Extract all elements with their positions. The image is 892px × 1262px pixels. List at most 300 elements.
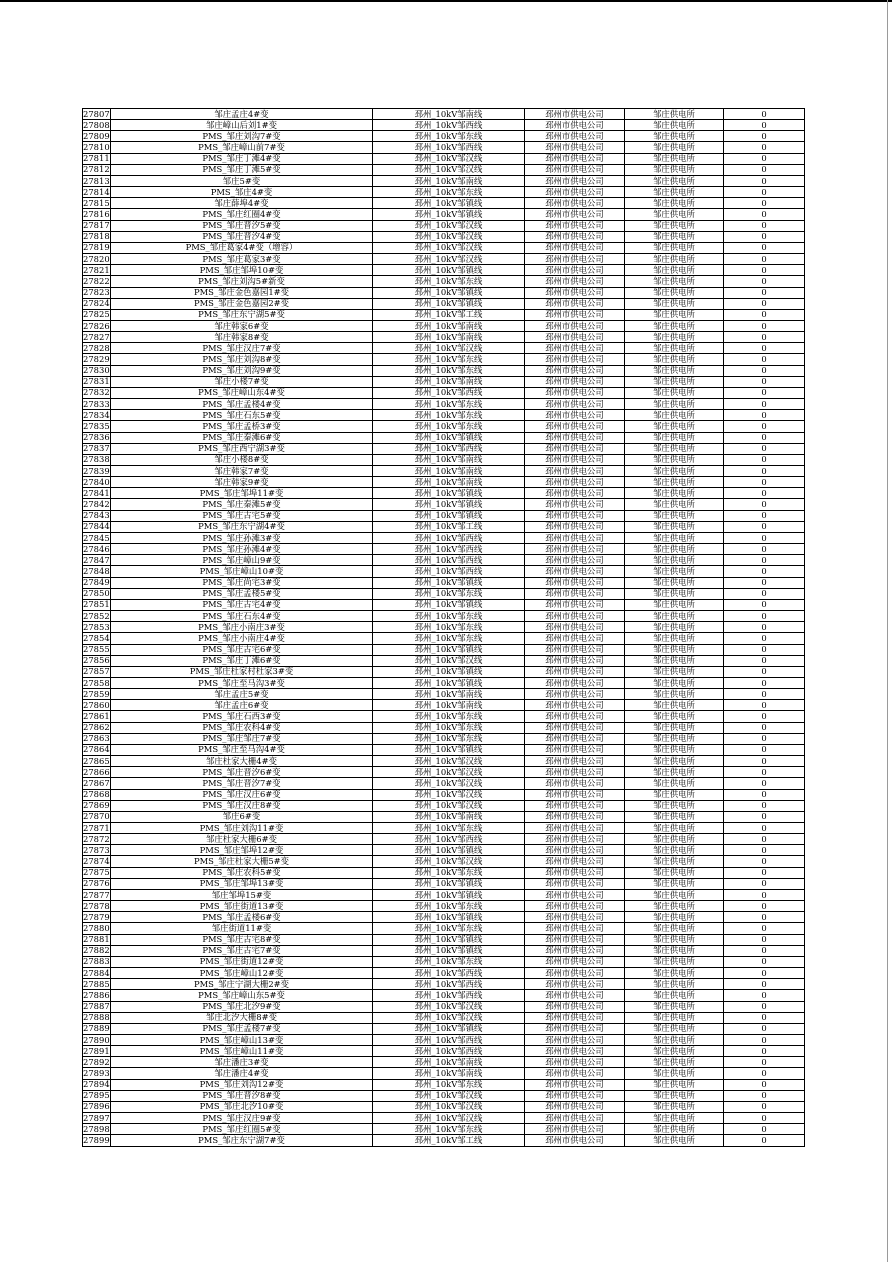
supply-station-cell: 邹庄供电所 xyxy=(625,510,724,521)
row-id-cell: 27807 xyxy=(83,108,110,119)
value-cell: 0 xyxy=(724,789,805,800)
value-cell: 0 xyxy=(724,309,805,320)
supply-station-cell: 邹庄供电所 xyxy=(625,131,724,142)
company-cell: 邳州市供电公司 xyxy=(525,354,625,365)
feeder-line-cell: 邳州_10kV邹镇线 xyxy=(373,432,525,443)
company-cell: 邳州市供电公司 xyxy=(525,164,625,175)
table-row xyxy=(83,1124,805,1135)
value-cell: 0 xyxy=(724,187,805,198)
value-cell: 0 xyxy=(724,711,805,722)
company-cell: 邳州市供电公司 xyxy=(525,120,625,131)
company-cell: 邳州市供电公司 xyxy=(525,432,625,443)
table-row xyxy=(83,945,805,956)
company-cell: 邳州市供电公司 xyxy=(525,767,625,778)
transformer-name-cell: PMS_邹庄嶂山前7#变 xyxy=(111,142,373,153)
supply-station-cell: 邹庄供电所 xyxy=(625,711,724,722)
supply-station-cell: 邹庄供电所 xyxy=(625,1012,724,1023)
value-cell: 0 xyxy=(724,666,805,677)
company-cell: 邳州市供电公司 xyxy=(525,889,625,900)
transformer-name-cell: PMS_邹庄邹埠10#变 xyxy=(111,265,373,276)
supply-station-cell: 邹庄供电所 xyxy=(625,399,724,410)
company-cell: 邳州市供电公司 xyxy=(525,611,625,622)
supply-station-cell: 邹庄供电所 xyxy=(625,164,724,175)
value-cell: 0 xyxy=(724,756,805,767)
value-cell: 0 xyxy=(724,555,805,566)
transformer-name-cell: 邹庄薛埠4#变 xyxy=(111,198,373,209)
feeder-line-cell: 邳州_10kV邹东线 xyxy=(373,956,525,967)
feeder-line-cell: 邳州_10kV邹南线 xyxy=(373,811,525,822)
transformer-name-cell: PMS_邹庄杜家大栅5#变 xyxy=(111,856,373,867)
company-cell: 邳州市供电公司 xyxy=(525,298,625,309)
table-row xyxy=(83,532,805,543)
table-row xyxy=(83,611,805,622)
supply-station-cell: 邹庄供电所 xyxy=(625,599,724,610)
table-row xyxy=(83,767,805,778)
row-id-cell: 27809 xyxy=(83,130,110,141)
table-row xyxy=(83,1023,805,1034)
transformer-name-cell: PMS_邹庄石东4#变 xyxy=(111,611,373,622)
row-id-cell: 27847 xyxy=(83,554,110,565)
company-cell: 邳州市供电公司 xyxy=(525,811,625,822)
value-cell: 0 xyxy=(724,968,805,979)
supply-station-cell: 邹庄供电所 xyxy=(625,889,724,900)
company-cell: 邳州市供电公司 xyxy=(525,488,625,499)
page-top-border xyxy=(0,0,892,2)
table-row xyxy=(83,488,805,499)
table-row xyxy=(83,153,805,164)
company-cell: 邳州市供电公司 xyxy=(525,1135,625,1146)
value-cell: 0 xyxy=(724,878,805,889)
row-id-cell: 27828 xyxy=(83,342,110,353)
company-cell: 邳州市供电公司 xyxy=(525,644,625,655)
value-cell: 0 xyxy=(724,611,805,622)
supply-station-cell: 邹庄供电所 xyxy=(625,834,724,845)
transformer-name-cell: PMS_邹庄晋汐8#变 xyxy=(111,1090,373,1101)
value-cell: 0 xyxy=(724,677,805,688)
supply-station-cell: 邹庄供电所 xyxy=(625,209,724,220)
company-cell: 邳州市供电公司 xyxy=(525,968,625,979)
transformer-name-cell: PMS_邹庄东宁湖4#变 xyxy=(111,521,373,532)
company-cell: 邳州市供电公司 xyxy=(525,131,625,142)
table-row xyxy=(83,968,805,979)
company-cell: 邳州市供电公司 xyxy=(525,376,625,387)
feeder-line-cell: 邳州_10kV邹南线 xyxy=(373,700,525,711)
supply-station-cell: 邹庄供电所 xyxy=(625,1124,724,1135)
transformer-name-cell: PMS_邹庄刘沟12#变 xyxy=(111,1079,373,1090)
supply-station-cell: 邹庄供电所 xyxy=(625,878,724,889)
value-cell: 0 xyxy=(724,466,805,477)
supply-station-cell: 邹庄供电所 xyxy=(625,577,724,588)
table-row xyxy=(83,956,805,967)
row-id-cell: 27882 xyxy=(83,945,110,956)
table-row xyxy=(83,131,805,142)
supply-station-cell: 邹庄供电所 xyxy=(625,945,724,956)
feeder-line-cell: 邳州_10kV邹东线 xyxy=(373,722,525,733)
table-row xyxy=(83,923,805,934)
supply-station-cell: 邹庄供电所 xyxy=(625,488,724,499)
company-cell: 邳州市供电公司 xyxy=(525,421,625,432)
value-cell: 0 xyxy=(724,700,805,711)
feeder-line-cell: 邳州_10kV邹汉线 xyxy=(373,153,525,164)
transformer-name-cell: PMS_邹庄汉庄9#变 xyxy=(111,1113,373,1124)
row-id-cell: 27838 xyxy=(83,454,110,465)
feeder-line-cell: 邳州_10kV邹镇线 xyxy=(373,287,525,298)
feeder-line-cell: 邳州_10kV邹东线 xyxy=(373,365,525,376)
value-cell: 0 xyxy=(724,588,805,599)
value-cell: 0 xyxy=(724,399,805,410)
value-cell: 0 xyxy=(724,945,805,956)
row-id-cell: 27888 xyxy=(83,1012,110,1023)
transformer-name-cell: 邹庄韩家6#变 xyxy=(111,320,373,331)
row-id-cell: 27823 xyxy=(83,287,110,298)
row-id-cell: 27864 xyxy=(83,744,110,755)
table-row xyxy=(83,365,805,376)
table-row xyxy=(83,867,805,878)
transformer-name-cell: PMS_邹庄孙滩4#变 xyxy=(111,544,373,555)
row-id-cell: 27879 xyxy=(83,911,110,922)
row-id-cell: 27895 xyxy=(83,1090,110,1101)
row-id-cell: 27873 xyxy=(83,844,110,855)
company-cell: 邳州市供电公司 xyxy=(525,365,625,376)
row-id-cell: 27808 xyxy=(83,119,110,130)
company-cell: 邳州市供电公司 xyxy=(525,332,625,343)
value-cell: 0 xyxy=(724,320,805,331)
value-cell: 0 xyxy=(724,1135,805,1146)
table-row xyxy=(83,499,805,510)
row-id-cell: 27812 xyxy=(83,164,110,175)
transformer-name-cell: 邹庄杜家大栅4#变 xyxy=(111,756,373,767)
feeder-line-cell: 邳州_10kV邹西线 xyxy=(373,142,525,153)
transformer-name-cell: PMS_邹庄石西3#变 xyxy=(111,711,373,722)
feeder-line-cell: 邳州_10kV邹汉线 xyxy=(373,164,525,175)
row-id-cell: 27858 xyxy=(83,677,110,688)
supply-station-cell: 邹庄供电所 xyxy=(625,968,724,979)
company-cell: 邳州市供电公司 xyxy=(525,934,625,945)
supply-station-cell: 邹庄供电所 xyxy=(625,477,724,488)
supply-station-cell: 邹庄供电所 xyxy=(625,320,724,331)
table-row xyxy=(83,856,805,867)
company-cell: 邳州市供电公司 xyxy=(525,577,625,588)
row-id-cell: 27862 xyxy=(83,722,110,733)
feeder-line-cell: 邳州_10kV邹南线 xyxy=(373,466,525,477)
table-row xyxy=(83,387,805,398)
company-cell: 邳州市供电公司 xyxy=(525,1034,625,1045)
transformer-name-cell: PMS_邹庄石东5#变 xyxy=(111,410,373,421)
value-cell: 0 xyxy=(724,421,805,432)
table-row xyxy=(83,823,805,834)
transformer-name-cell: PMS_邹庄宁湖大栅2#变 xyxy=(111,979,373,990)
value-cell: 0 xyxy=(724,287,805,298)
transformer-name-cell: 邹庄杜家大栅6#变 xyxy=(111,834,373,845)
row-id-cell: 27874 xyxy=(83,856,110,867)
transformer-name-cell: PMS_邹庄4#变 xyxy=(111,187,373,198)
row-id-cell: 27889 xyxy=(83,1023,110,1034)
company-cell: 邳州市供电公司 xyxy=(525,834,625,845)
row-id-cell: 27810 xyxy=(83,142,110,153)
feeder-line-cell: 邳州_10kV邹东线 xyxy=(373,1079,525,1090)
table-row xyxy=(83,521,805,532)
company-cell: 邳州市供电公司 xyxy=(525,410,625,421)
transformer-name-cell: PMS_邹庄东宁湖7#变 xyxy=(111,1135,373,1146)
table-row xyxy=(83,1101,805,1112)
table-row xyxy=(83,711,805,722)
row-id-cell: 27816 xyxy=(83,208,110,219)
supply-station-cell: 邹庄供电所 xyxy=(625,287,724,298)
value-cell: 0 xyxy=(724,242,805,253)
transformer-name-cell: PMS_邹庄街道12#变 xyxy=(111,956,373,967)
company-cell: 邳州市供电公司 xyxy=(525,175,625,186)
feeder-line-cell: 邳州_10kV邹镇线 xyxy=(373,510,525,521)
value-cell: 0 xyxy=(724,744,805,755)
feeder-line-cell: 邳州_10kV邹汉线 xyxy=(373,242,525,253)
value-cell: 0 xyxy=(724,220,805,231)
company-cell: 邳州市供电公司 xyxy=(525,187,625,198)
value-cell: 0 xyxy=(724,432,805,443)
company-cell: 邳州市供电公司 xyxy=(525,856,625,867)
company-cell: 邳州市供电公司 xyxy=(525,1124,625,1135)
company-cell: 邳州市供电公司 xyxy=(525,700,625,711)
feeder-line-cell: 邳州_10kV邹汉线 xyxy=(373,756,525,767)
table-row xyxy=(83,220,805,231)
value-cell: 0 xyxy=(724,912,805,923)
table-row xyxy=(83,1034,805,1045)
row-id-cell: 27833 xyxy=(83,398,110,409)
feeder-line-cell: 邳州_10kV邹汉线 xyxy=(373,220,525,231)
value-cell: 0 xyxy=(724,499,805,510)
supply-station-cell: 邹庄供电所 xyxy=(625,1079,724,1090)
value-cell: 0 xyxy=(724,365,805,376)
table-row xyxy=(83,432,805,443)
value-cell: 0 xyxy=(724,923,805,934)
table-row xyxy=(83,811,805,822)
transformer-name-cell: PMS_邹庄古宅8#变 xyxy=(111,934,373,945)
supply-station-cell: 邹庄供电所 xyxy=(625,700,724,711)
feeder-line-cell: 邳州_10kV邹西线 xyxy=(373,532,525,543)
company-cell: 邳州市供电公司 xyxy=(525,800,625,811)
feeder-line-cell: 邳州_10kV邹汉线 xyxy=(373,231,525,242)
feeder-line-cell: 邳州_10kV邹西线 xyxy=(373,544,525,555)
row-id-cell: 27868 xyxy=(83,789,110,800)
feeder-line-cell: 邳州_10kV邹汉线 xyxy=(373,1090,525,1101)
value-cell: 0 xyxy=(724,889,805,900)
table-row xyxy=(83,343,805,354)
row-id-cell: 27892 xyxy=(83,1056,110,1067)
supply-station-cell: 邹庄供电所 xyxy=(625,845,724,856)
feeder-line-cell: 邳州_10kV邹南线 xyxy=(373,1057,525,1068)
value-cell: 0 xyxy=(724,298,805,309)
table-row xyxy=(83,1012,805,1023)
company-cell: 邳州市供电公司 xyxy=(525,220,625,231)
company-cell: 邳州市供电公司 xyxy=(525,722,625,733)
table-row xyxy=(83,466,805,477)
feeder-line-cell: 邳州_10kV邹南线 xyxy=(373,477,525,488)
row-id-cell: 27846 xyxy=(83,543,110,554)
table-row xyxy=(83,566,805,577)
row-id-cell: 27857 xyxy=(83,666,110,677)
supply-station-cell: 邹庄供电所 xyxy=(625,298,724,309)
transformer-name-cell: 邹庄韩家8#变 xyxy=(111,332,373,343)
company-cell: 邳州市供电公司 xyxy=(525,1090,625,1101)
value-cell: 0 xyxy=(724,209,805,220)
company-cell: 邳州市供电公司 xyxy=(525,387,625,398)
transformer-name-cell: PMS_邹庄晋汐5#变 xyxy=(111,220,373,231)
table-row xyxy=(83,756,805,767)
supply-station-cell: 邹庄供电所 xyxy=(625,454,724,465)
company-cell: 邳州市供电公司 xyxy=(525,521,625,532)
company-cell: 邳州市供电公司 xyxy=(525,287,625,298)
row-id-cell: 27815 xyxy=(83,197,110,208)
value-cell: 0 xyxy=(724,767,805,778)
feeder-line-cell: 邳州_10kV邹镇线 xyxy=(373,878,525,889)
row-id-cell: 27883 xyxy=(83,956,110,967)
value-cell: 0 xyxy=(724,131,805,142)
transformer-name-cell: PMS_邹庄晋汐4#变 xyxy=(111,231,373,242)
supply-station-cell: 邹庄供电所 xyxy=(625,421,724,432)
transformer-name-cell: PMS_邹庄孟楼7#变 xyxy=(111,1023,373,1034)
feeder-line-cell: 邳州_10kV邹镇线 xyxy=(373,666,525,677)
transformer-name-cell: PMS_邹庄古宅6#变 xyxy=(111,644,373,655)
row-id-cell: 27825 xyxy=(83,309,110,320)
feeder-line-cell: 邳州_10kV邹汉线 xyxy=(373,343,525,354)
transformer-name-cell: PMS_邹庄葛家4#变（增容） xyxy=(111,242,373,253)
table-row xyxy=(83,934,805,945)
table-row xyxy=(83,677,805,688)
value-cell: 0 xyxy=(724,521,805,532)
value-cell: 0 xyxy=(724,198,805,209)
company-cell: 邳州市供电公司 xyxy=(525,666,625,677)
feeder-line-cell: 邳州_10kV邹汉线 xyxy=(373,1101,525,1112)
supply-station-cell: 邹庄供电所 xyxy=(625,1046,724,1057)
row-id-cell: 27886 xyxy=(83,989,110,1000)
row-id-cell: 27898 xyxy=(83,1123,110,1134)
value-cell: 0 xyxy=(724,577,805,588)
table-row xyxy=(83,242,805,253)
company-cell: 邳州市供电公司 xyxy=(525,309,625,320)
company-cell: 邳州市供电公司 xyxy=(525,1068,625,1079)
row-id-cell: 27871 xyxy=(83,822,110,833)
feeder-line-cell: 邳州_10kV邹西线 xyxy=(373,990,525,1001)
transformer-name-cell: PMS_邹庄汉庄8#变 xyxy=(111,800,373,811)
supply-station-cell: 邹庄供电所 xyxy=(625,744,724,755)
supply-station-cell: 邹庄供电所 xyxy=(625,443,724,454)
supply-station-cell: 邹庄供电所 xyxy=(625,655,724,666)
company-cell: 邳州市供电公司 xyxy=(525,209,625,220)
supply-station-cell: 邹庄供电所 xyxy=(625,778,724,789)
feeder-line-cell: 邳州_10kV邹东线 xyxy=(373,1124,525,1135)
value-cell: 0 xyxy=(724,1124,805,1135)
table-row xyxy=(83,889,805,900)
table-row xyxy=(83,421,805,432)
supply-station-cell: 邹庄供电所 xyxy=(625,466,724,477)
table-row xyxy=(83,633,805,644)
feeder-line-cell: 邳州_10kV邹南线 xyxy=(373,1068,525,1079)
feeder-line-cell: 邳州_10kV邹东线 xyxy=(373,399,525,410)
feeder-line-cell: 邳州_10kV邹工线 xyxy=(373,521,525,532)
supply-station-cell: 邹庄供电所 xyxy=(625,856,724,867)
supply-station-cell: 邹庄供电所 xyxy=(625,410,724,421)
row-id-cell: 27829 xyxy=(83,354,110,365)
row-id-cell: 27860 xyxy=(83,699,110,710)
supply-station-cell: 邹庄供电所 xyxy=(625,532,724,543)
supply-station-cell: 邹庄供电所 xyxy=(625,1101,724,1112)
company-cell: 邳州市供电公司 xyxy=(525,544,625,555)
company-cell: 邳州市供电公司 xyxy=(525,320,625,331)
value-cell: 0 xyxy=(724,276,805,287)
transformer-name-cell: PMS_邹庄红圈4#变 xyxy=(111,209,373,220)
company-cell: 邳州市供电公司 xyxy=(525,901,625,912)
company-cell: 邳州市供电公司 xyxy=(525,499,625,510)
value-cell: 0 xyxy=(724,566,805,577)
value-cell: 0 xyxy=(724,1023,805,1034)
table-row xyxy=(83,722,805,733)
supply-station-cell: 邹庄供电所 xyxy=(625,343,724,354)
supply-station-cell: 邹庄供电所 xyxy=(625,1135,724,1146)
value-cell: 0 xyxy=(724,231,805,242)
row-id-cell: 27869 xyxy=(83,800,110,811)
transformer-name-cell: PMS_邹庄嶂山11#变 xyxy=(111,1046,373,1057)
transformer-name-cell: 邹庄邹埠15#变 xyxy=(111,889,373,900)
feeder-line-cell: 邳州_10kV邹镇线 xyxy=(373,298,525,309)
company-cell: 邳州市供电公司 xyxy=(525,1046,625,1057)
table-row xyxy=(83,454,805,465)
company-cell: 邳州市供电公司 xyxy=(525,555,625,566)
row-id-cell: 27819 xyxy=(83,242,110,253)
transformer-name-cell: PMS_邹庄古宅5#变 xyxy=(111,510,373,521)
table-row xyxy=(83,399,805,410)
feeder-line-cell: 邳州_10kV邹西线 xyxy=(373,834,525,845)
supply-station-cell: 邹庄供电所 xyxy=(625,644,724,655)
transformer-name-cell: 邹庄韩家7#变 xyxy=(111,466,373,477)
transformer-name-cell: PMS_邹庄晋汐7#变 xyxy=(111,778,373,789)
value-cell: 0 xyxy=(724,956,805,967)
row-id-cell: 27820 xyxy=(83,253,110,264)
supply-station-cell: 邹庄供电所 xyxy=(625,689,724,700)
transformer-name-cell: PMS_邹庄嶂山12#变 xyxy=(111,968,373,979)
table-row xyxy=(83,209,805,220)
supply-station-cell: 邹庄供电所 xyxy=(625,376,724,387)
feeder-line-cell: 邳州_10kV邹镇线 xyxy=(373,677,525,688)
supply-station-cell: 邹庄供电所 xyxy=(625,912,724,923)
table-row xyxy=(83,276,805,287)
table-row xyxy=(83,510,805,521)
company-cell: 邳州市供电公司 xyxy=(525,1023,625,1034)
value-cell: 0 xyxy=(724,1068,805,1079)
supply-station-cell: 邹庄供电所 xyxy=(625,198,724,209)
company-cell: 邳州市供电公司 xyxy=(525,633,625,644)
row-id-cell: 27840 xyxy=(83,476,110,487)
supply-station-cell: 邹庄供电所 xyxy=(625,956,724,967)
company-cell: 邳州市供电公司 xyxy=(525,343,625,354)
row-id-cell: 27854 xyxy=(83,632,110,643)
supply-station-cell: 邹庄供电所 xyxy=(625,622,724,633)
transformer-name-cell: PMS_邹庄嶂山东5#变 xyxy=(111,990,373,1001)
company-cell: 邳州市供电公司 xyxy=(525,443,625,454)
table-row xyxy=(83,577,805,588)
transformer-table xyxy=(82,108,805,1147)
feeder-line-cell: 邳州_10kV邹镇线 xyxy=(373,577,525,588)
transformer-name-cell: PMS_邹庄嶂山13#变 xyxy=(111,1034,373,1045)
value-cell: 0 xyxy=(724,689,805,700)
company-cell: 邳州市供电公司 xyxy=(525,845,625,856)
value-cell: 0 xyxy=(724,1001,805,1012)
supply-station-cell: 邹庄供电所 xyxy=(625,823,724,834)
transformer-name-cell: PMS_邹庄汉庄6#变 xyxy=(111,789,373,800)
company-cell: 邳州市供电公司 xyxy=(525,1001,625,1012)
table-row xyxy=(83,544,805,555)
row-id-cell: 27849 xyxy=(83,577,110,588)
company-cell: 邳州市供电公司 xyxy=(525,599,625,610)
feeder-line-cell: 邳州_10kV邹镇线 xyxy=(373,1023,525,1034)
